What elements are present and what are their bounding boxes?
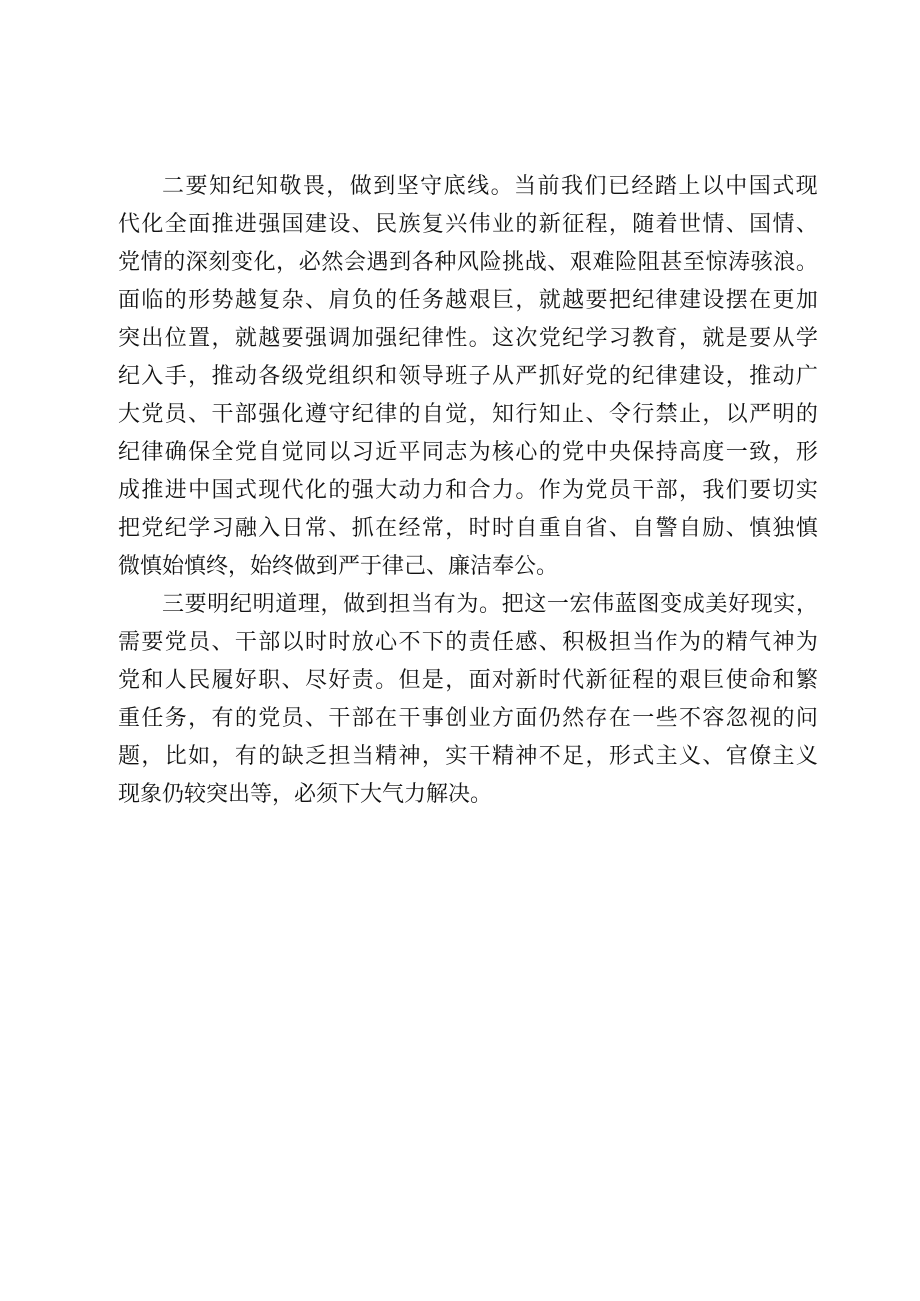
text-line: 大 党 员 、 干 部 强 化 遵 守 纪 律 的 自 觉 ， 知 行 知 止 、 令 行 禁 止 ， 以 严 明 的 xyxy=(118,402,818,427)
text-line: 题 ， 比 如 ， 有 的 缺 乏 担 当 精 神 ， 实 干 精 神 不 足 ， 形 式 主 义 、 官 僚 主 义 xyxy=(118,744,818,769)
text-line: 面 临 的 形 势 越 复 杂 、 肩 负 的 任 务 越 艰 巨 ， 就 越 要 把 纪 律 建 设 摆 在 更 加 xyxy=(118,288,818,313)
text-line: 突 出 位 置 ， 就 越 要 强 调 加 强 纪 律 性 。 这 次 党 纪 学 习 教 育 ， 就 是 要 从 学 xyxy=(118,326,818,351)
paragraph-discipline-reverence xyxy=(118,168,818,586)
text-line: 微慎始慎终，始终做到严于律己、廉洁奉公。 xyxy=(118,554,559,579)
text-line: 现象仍较突出等，必须下大气力解决。 xyxy=(118,782,493,807)
text-line: 代 化 全 面 推 进 强 国 建 设 、 民 族 复 兴 伟 业 的 新 征 程 ， 随 着 世 情 、 国 情 、 xyxy=(118,212,818,237)
paragraph-discipline-responsibility xyxy=(118,586,818,814)
text-line: 把 党 纪 学 习 融 入 日 常 、 抓 在 经 常 ， 时 时 自 重 自 省 、 自 警 自 励 、 慎 独 慎 xyxy=(118,516,818,541)
text-line: 需 要 党 员 、 干 部 以 时 时 放 心 不 下 的 责 任 感 、 积 极 担 当 作 为 的 精 气 神 为 xyxy=(118,630,818,655)
text-line: 三 要 明 纪 明 道 理 ， 做 到 担 当 有 为 。 把 这 一 宏 伟 蓝 图 变 成 美 好 现 实 ， xyxy=(162,592,818,617)
text-line: 纪 入 手 ， 推 动 各 级 党 组 织 和 领 导 班 子 从 严 抓 好 党 的 纪 律 建 设 ， 推 动 广 xyxy=(118,364,818,389)
document-body xyxy=(118,168,818,814)
text-line: 重 任 务 ， 有 的 党 员 、 干 部 在 干 事 创 业 方 面 仍 然 存 在 一 些 不 容 忽 视 的 问 xyxy=(118,706,818,731)
text-line: 党 情 的 深 刻 变 化 ， 必 然 会 遇 到 各 种 风 险 挑 战 、 艰 难 险 阻 甚 至 惊 涛 骇 浪 。 xyxy=(118,250,818,275)
text-line: 纪 律 确 保 全 党 自 觉 同 以 习 近 平 同 志 为 核 心 的 党 中 央 保 持 高 度 一 致 ， 形 xyxy=(118,440,818,465)
text-line: 二 要 知 纪 知 敬 畏 ， 做 到 坚 守 底 线 。 当 前 我 们 已 经 踏 上 以 中 国 式 现 xyxy=(162,174,818,199)
text-line: 成 推 进 中 国 式 现 代 化 的 强 大 动 力 和 合 力 。 作 为 党 员 干 部 ， 我 们 要 切 实 xyxy=(118,478,818,503)
text-line: 党 和 人 民 履 好 职 、 尽 好 责 。 但 是 ， 面 对 新 时 代 新 征 程 的 艰 巨 使 命 和 繁 xyxy=(118,668,818,693)
